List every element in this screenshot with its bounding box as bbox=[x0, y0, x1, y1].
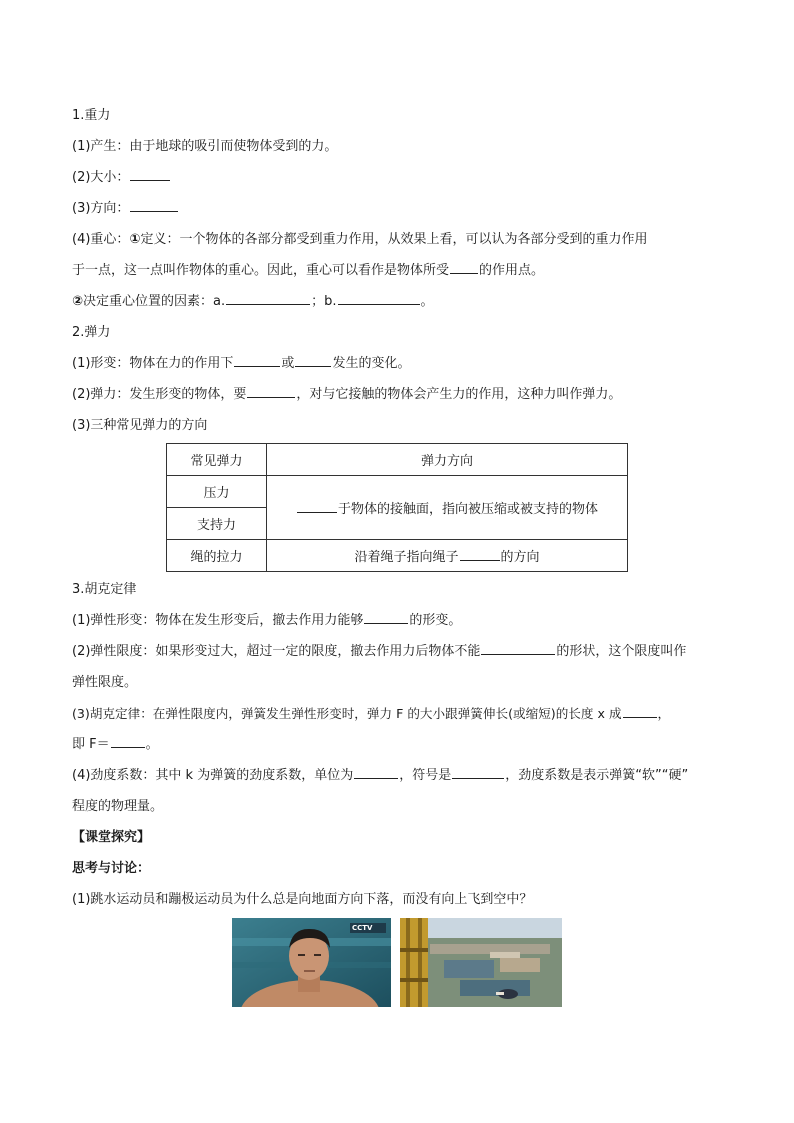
gravity-direction: (3)方向： bbox=[72, 193, 732, 224]
blank-magnitude bbox=[130, 167, 170, 181]
elastic-force-def: (2)弹力：发生形变的物体，要 ，对与它接触的物体会产生力的作用，这种力叫作弹力。 bbox=[72, 379, 732, 410]
table-header-type: 常见弹力 bbox=[167, 444, 267, 476]
blank-unit bbox=[354, 765, 398, 779]
table-header-direction: 弹力方向 bbox=[267, 444, 628, 476]
table-cell-tension: 绳的拉力 bbox=[167, 540, 267, 572]
section-hooke-title: 3.胡克定律 bbox=[72, 582, 137, 597]
table-cell-pressure: 压力 bbox=[167, 476, 267, 508]
hooke-law-def: (3)胡克定律：在弹性限度内，弹簧发生弹性形变时，弹力 F 的大小跟弹簧伸长(或缩短)的长度 x 成 ， bbox=[72, 706, 671, 721]
diver-photo bbox=[232, 918, 391, 1007]
elastic-limit-def: (2)弹性限度：如果形变过大，超过一定的限度，撤去作用力后物体不能 的形状，这个限度叫作 bbox=[72, 636, 732, 667]
center-of-gravity-def-cont: 于一点，这一点叫作物体的重心。因此，重心可以看作是物体所受 的作用点。 bbox=[72, 255, 732, 286]
blank-force-point bbox=[450, 260, 478, 274]
bungee-photo bbox=[400, 918, 562, 1007]
table-cell-pressure-direction: 于物体的接触面，指向被压缩或被支持的物体 bbox=[267, 476, 628, 540]
blank-deform-2 bbox=[295, 353, 331, 367]
discussion-heading: 思考与讨论： bbox=[72, 861, 151, 876]
blank-elastic bbox=[247, 384, 295, 398]
photo-strip bbox=[232, 918, 562, 1007]
blank-direction bbox=[130, 198, 178, 212]
table-row bbox=[167, 540, 628, 572]
question-1: (1)跳水运动员和蹦极运动员为什么总是向地面方向下落，而没有向上飞到空中？ bbox=[72, 892, 533, 907]
stiffness-def-cont: 程度的物理量。 bbox=[72, 799, 164, 814]
elastic-deformation-def: (1)弹性形变：物体在发生形变后，撤去作用力能够 的形变。 bbox=[72, 605, 732, 636]
hooke-law-formula: 即 F＝ 。 bbox=[72, 729, 732, 760]
table-cell-tension-direction: 沿着绳子指向绳子 的方向 bbox=[267, 540, 628, 572]
section-gravity-title: 1.重力 bbox=[72, 108, 111, 123]
circle-number-1: ① bbox=[129, 232, 141, 247]
blank-formula bbox=[111, 734, 145, 748]
table-cell-support: 支持力 bbox=[167, 508, 267, 540]
table-header-row bbox=[167, 444, 628, 476]
section-elastic-title: 2.弹力 bbox=[72, 325, 111, 340]
blank-proportional bbox=[623, 704, 657, 718]
center-of-gravity-def: (4)重心：①定义：一个物体的各部分都受到重力作用，从效果上看，可以认为各部分受到的重力作用 bbox=[72, 232, 648, 247]
elastic-limit-def-cont: 弹性限度。 bbox=[72, 675, 138, 690]
blank-recover bbox=[481, 641, 555, 655]
classroom-explore-heading: 【课堂探究】 bbox=[72, 830, 151, 845]
worksheet bbox=[72, 100, 732, 915]
stiffness-def: (4)劲度系数：其中 k 为弹簧的劲度系数，单位为 ，符号是 ，劲度系数是表示弹簧“软”“硬” bbox=[72, 760, 732, 791]
blank-rope bbox=[460, 547, 500, 561]
blank-factor-b bbox=[338, 291, 420, 305]
gravity-magnitude: (2)大小： bbox=[72, 162, 732, 193]
blank-factor-a bbox=[226, 291, 310, 305]
cctv-logo: CCTV bbox=[352, 924, 373, 932]
elastic-force-table bbox=[166, 443, 628, 572]
blank-deform-1 bbox=[234, 353, 280, 367]
blank-symbol bbox=[452, 765, 504, 779]
center-of-gravity-factors: ②决定重心位置的因素：a. ；b. 。 bbox=[72, 286, 732, 317]
blank-perpendicular bbox=[297, 499, 337, 513]
deformation-def: (1)形变：物体在力的作用下 或 发生的变化。 bbox=[72, 348, 732, 379]
table-row bbox=[167, 476, 628, 508]
elastic-directions-heading: (3)三种常见弹力的方向 bbox=[72, 418, 208, 433]
gravity-origin: (1)产生：由于地球的吸引而使物体受到的力。 bbox=[72, 139, 338, 154]
blank-restore bbox=[364, 610, 408, 624]
circle-number-2: ② bbox=[72, 294, 84, 309]
